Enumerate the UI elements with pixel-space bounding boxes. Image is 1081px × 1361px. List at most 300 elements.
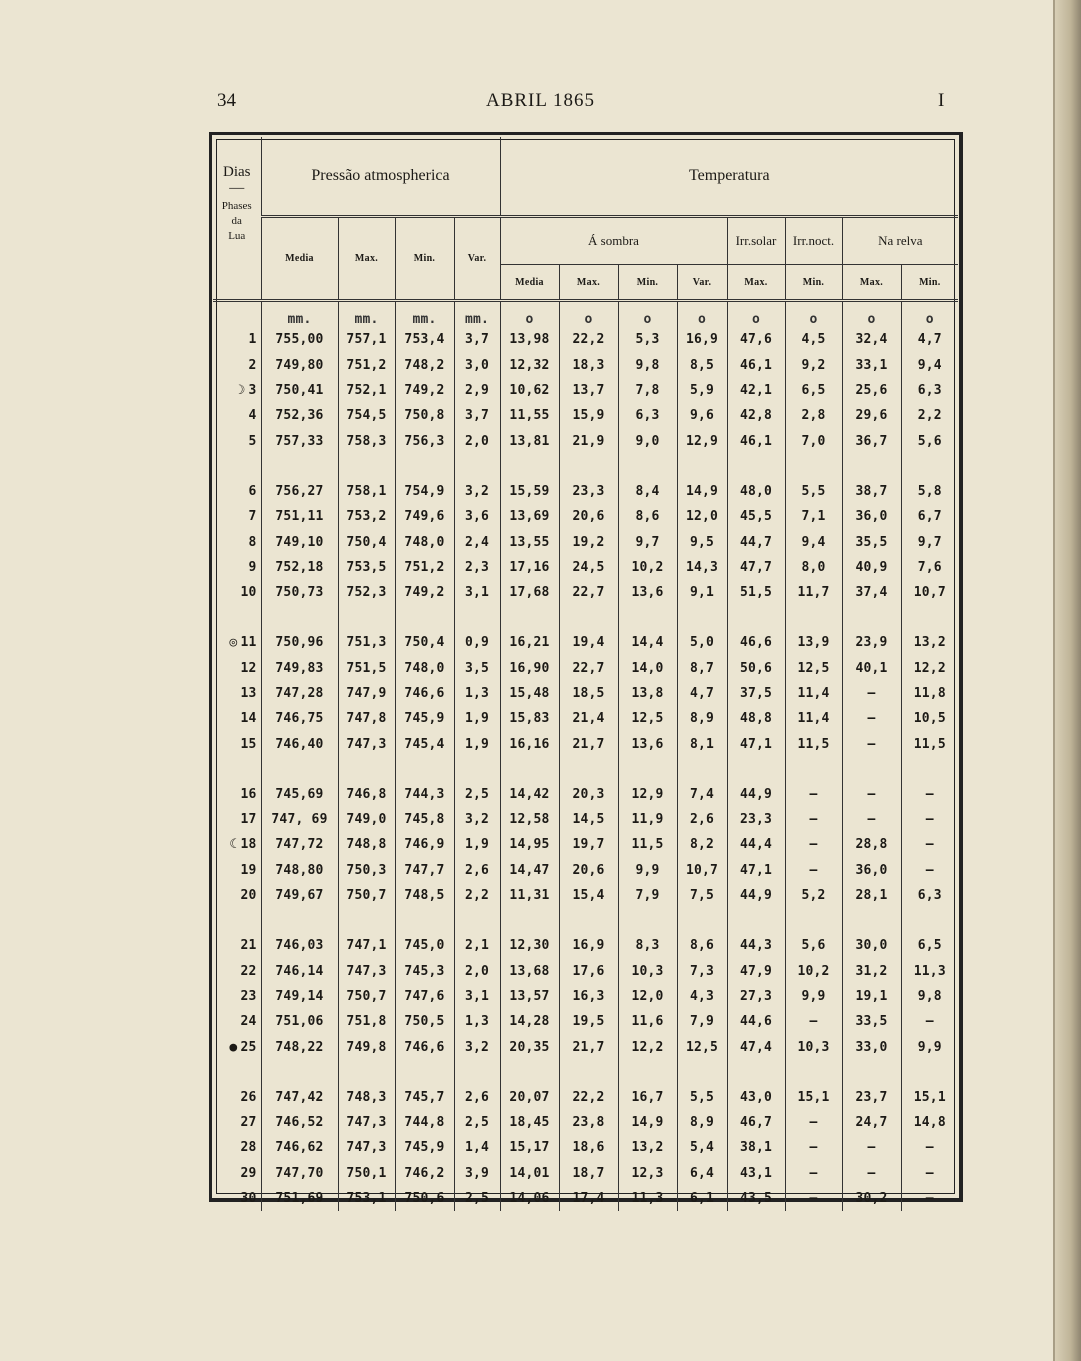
p-media-cell: 755,00 [261, 327, 338, 352]
table-row [213, 1161, 958, 1186]
t-min-cell: 9,7 [618, 529, 677, 554]
day-cell [213, 353, 261, 378]
irr-solar-cell: 44,9 [727, 883, 785, 908]
t-max-cell: 19,4 [559, 630, 618, 655]
day-cell [213, 428, 261, 453]
p-media-cell: 747,72 [261, 832, 338, 857]
table-row [213, 883, 958, 908]
day-cell [213, 681, 261, 706]
group-spacer [213, 908, 958, 933]
t-var-cell: 16,9 [677, 327, 727, 352]
table-row [213, 731, 958, 756]
irr-noct-cell: 11,7 [785, 580, 842, 605]
t-media-cell: 14,95 [500, 832, 559, 857]
t-max-header: Max. [559, 265, 618, 301]
t-min-cell: 9,9 [618, 858, 677, 883]
p-var-cell: 2,5 [454, 1186, 500, 1211]
irr-solar-cell: 47,1 [727, 731, 785, 756]
table-row [213, 1135, 958, 1160]
t-media-cell: 14,28 [500, 1009, 559, 1034]
irr-noct-cell: 4,5 [785, 327, 842, 352]
p-min-cell: 747,6 [395, 984, 454, 1009]
p-var-cell: 2,6 [454, 858, 500, 883]
t-media-cell: 15,48 [500, 681, 559, 706]
day-number: 1 [248, 332, 257, 348]
meteorological-table [213, 137, 958, 1211]
pressao-header: Pressão atmospherica [261, 137, 500, 217]
t-media-cell: 12,58 [500, 807, 559, 832]
day-cell [213, 933, 261, 958]
table-row [213, 959, 958, 984]
irr-solar-cell: 47,6 [727, 327, 785, 352]
relva-min-cell: 5,6 [917, 433, 942, 449]
p-max-cell: 753,1 [338, 1186, 395, 1211]
p-var-cell: 2,0 [454, 959, 500, 984]
day-number: 22 [240, 963, 257, 979]
p-min-cell: 750,5 [395, 1009, 454, 1034]
unit-mm: mm. [338, 301, 395, 328]
p-max-cell: 748,3 [338, 1085, 395, 1110]
relva-min-cell: 10,5 [913, 711, 946, 727]
day-number: 16 [240, 786, 257, 802]
t-var-cell: 14,9 [677, 479, 727, 504]
day-number: 15 [240, 736, 257, 752]
irr-solar-cell: 44,4 [727, 832, 785, 857]
section-number: I [938, 90, 945, 111]
t-min-cell: 11,6 [618, 1009, 677, 1034]
irr-noct-cell: — [785, 1186, 842, 1211]
relva-min-cell: — [925, 1191, 934, 1207]
t-min-cell: 13,6 [618, 731, 677, 756]
t-max-cell: 18,7 [559, 1161, 618, 1186]
relva-max-cell: 40,1 [842, 656, 901, 681]
irr-noct-cell: — [785, 1110, 842, 1135]
p-max-cell: 746,8 [338, 782, 395, 807]
t-max-cell: 17,6 [559, 959, 618, 984]
t-var-cell: 5,5 [677, 1085, 727, 1110]
p-min-cell: 748,2 [395, 353, 454, 378]
t-var-cell: 7,9 [677, 1009, 727, 1034]
p-media-cell: 747, 69 [261, 807, 338, 832]
relva-min-cell: — [925, 862, 934, 878]
irr-solar-cell: 43,0 [727, 1085, 785, 1110]
t-var-cell: 14,3 [677, 555, 727, 580]
t-min-cell: 14,9 [618, 1110, 677, 1135]
p-max-cell: 753,2 [338, 504, 395, 529]
irr-solar-cell: 43,1 [727, 1161, 785, 1186]
relva-max-cell: — [842, 706, 901, 731]
p-min-cell: 749,2 [395, 378, 454, 403]
t-min-cell: 10,3 [618, 959, 677, 984]
relva-max-cell: 37,4 [842, 580, 901, 605]
table-row [213, 933, 958, 958]
p-min-cell: 745,9 [395, 1135, 454, 1160]
t-media-cell: 14,06 [500, 1186, 559, 1211]
relva-max-cell: 36,0 [842, 504, 901, 529]
irr-noct-cell: 15,1 [785, 1085, 842, 1110]
irr-noct-cell: 11,4 [785, 706, 842, 731]
irr-noct-cell: — [785, 782, 842, 807]
irr-solar-cell: 44,9 [727, 782, 785, 807]
day-cell [213, 832, 261, 857]
irr-solar-cell: 46,1 [727, 428, 785, 453]
relva-max-cell: 36,0 [842, 858, 901, 883]
relva-min-cell: 11,5 [913, 736, 946, 752]
t-media-cell: 13,81 [500, 428, 559, 453]
units-row [213, 301, 958, 328]
t-min-cell: 9,0 [618, 428, 677, 453]
day-number: 20 [240, 888, 257, 904]
day-number: 14 [240, 711, 257, 727]
relva-max-cell: 23,9 [842, 630, 901, 655]
p-max-cell: 747,3 [338, 731, 395, 756]
day-number: 11 [240, 635, 257, 651]
relva-min-cell: 9,4 [917, 357, 942, 373]
t-min-cell: 13,8 [618, 681, 677, 706]
t-min-cell: 6,3 [618, 403, 677, 428]
t-var-cell: 12,5 [677, 1034, 727, 1059]
p-max-cell: 747,9 [338, 681, 395, 706]
p-var-cell: 3,2 [454, 1034, 500, 1059]
p-min-cell: 749,6 [395, 504, 454, 529]
t-min-cell: 8,6 [618, 504, 677, 529]
day-cell [213, 580, 261, 605]
table-row [213, 327, 958, 352]
p-min-cell: 745,9 [395, 706, 454, 731]
day-number: 5 [248, 433, 257, 449]
t-max-cell: 13,7 [559, 378, 618, 403]
t-max-cell: 22,2 [559, 1085, 618, 1110]
relva-max-cell: 30,0 [842, 933, 901, 958]
t-media-header: Media [500, 265, 559, 301]
day-cell [213, 630, 261, 655]
unit-deg: o [842, 301, 901, 328]
p-media-cell: 747,42 [261, 1085, 338, 1110]
t-min-cell: 14,4 [618, 630, 677, 655]
irr-noct-cell: 7,1 [785, 504, 842, 529]
t-media-cell: 13,55 [500, 529, 559, 554]
t-min-cell: 12,5 [618, 706, 677, 731]
t-min-cell: 8,4 [618, 479, 677, 504]
table-row [213, 529, 958, 554]
p-max-cell: 750,4 [338, 529, 395, 554]
table-row [213, 984, 958, 1009]
t-max-cell: 15,4 [559, 883, 618, 908]
irr-solar-cell: 42,8 [727, 403, 785, 428]
t-max-cell: 19,7 [559, 832, 618, 857]
p-max-cell: 747,3 [338, 1135, 395, 1160]
day-cell [213, 984, 261, 1009]
p-min-cell: 744,8 [395, 1110, 454, 1135]
p-min-cell: 753,4 [395, 327, 454, 352]
p-var-header: Var. [454, 217, 500, 301]
p-min-cell: 745,8 [395, 807, 454, 832]
t-min-cell: 9,8 [618, 353, 677, 378]
day-cell [213, 1009, 261, 1034]
t-max-cell: 18,5 [559, 681, 618, 706]
p-media-cell: 750,96 [261, 630, 338, 655]
day-cell [213, 327, 261, 352]
table-row [213, 353, 958, 378]
t-var-cell: 8,6 [677, 933, 727, 958]
t-media-cell: 11,31 [500, 883, 559, 908]
group-spacer [213, 757, 958, 782]
t-media-cell: 15,59 [500, 479, 559, 504]
irr-solar-cell: 46,1 [727, 353, 785, 378]
irr-noct-cell: — [785, 858, 842, 883]
p-media-cell: 749,67 [261, 883, 338, 908]
irr-noct-cell: 9,2 [785, 353, 842, 378]
table-row [213, 706, 958, 731]
p-media-cell: 749,80 [261, 353, 338, 378]
day-number: 17 [240, 812, 257, 828]
day-cell [213, 1161, 261, 1186]
p-var-cell: 2,6 [454, 1085, 500, 1110]
relva-max-cell: — [842, 782, 901, 807]
relva-min-cell: 9,8 [917, 988, 942, 1004]
t-var-cell: 2,6 [677, 807, 727, 832]
p-media-cell: 749,10 [261, 529, 338, 554]
p-max-cell: 749,8 [338, 1034, 395, 1059]
page-number: 34 [217, 90, 236, 111]
irr-solar-cell: 50,6 [727, 656, 785, 681]
table-row [213, 1186, 958, 1211]
relva-min-cell: 6,3 [917, 888, 942, 904]
relva-max-header: Max. [842, 265, 901, 301]
p-max-cell: 751,3 [338, 630, 395, 655]
relva-max-cell: 19,1 [842, 984, 901, 1009]
p-max-cell: 747,8 [338, 706, 395, 731]
relva-max-cell: 40,9 [842, 555, 901, 580]
p-var-cell: 1,9 [454, 832, 500, 857]
t-min-cell: 12,3 [618, 1161, 677, 1186]
p-var-cell: 3,2 [454, 807, 500, 832]
moon-phase-icon: ☽ [237, 383, 246, 399]
p-media-cell: 756,27 [261, 479, 338, 504]
t-max-cell: 16,9 [559, 933, 618, 958]
table-row [213, 858, 958, 883]
irr-solar-max-header: Max. [727, 265, 785, 301]
t-max-cell: 15,9 [559, 403, 618, 428]
p-min-cell: 746,9 [395, 832, 454, 857]
irr-solar-cell: 23,3 [727, 807, 785, 832]
relva-max-cell: — [842, 807, 901, 832]
irr-solar-cell: 44,6 [727, 1009, 785, 1034]
p-min-cell: 756,3 [395, 428, 454, 453]
relva-max-cell: 33,1 [842, 353, 901, 378]
p-min-cell: 749,2 [395, 580, 454, 605]
p-var-cell: 2,2 [454, 883, 500, 908]
p-media-cell: 748,80 [261, 858, 338, 883]
t-media-cell: 13,68 [500, 959, 559, 984]
table-row [213, 428, 958, 453]
relva-min-cell: 6,5 [917, 938, 942, 954]
day-cell [213, 1186, 261, 1211]
p-var-cell: 2,3 [454, 555, 500, 580]
p-media-cell: 750,73 [261, 580, 338, 605]
day-cell [213, 731, 261, 756]
t-var-cell: 5,0 [677, 630, 727, 655]
t-max-cell: 21,9 [559, 428, 618, 453]
relva-min-cell: 13,2 [913, 635, 946, 651]
p-max-cell: 750,7 [338, 984, 395, 1009]
p-max-header: Max. [338, 217, 395, 301]
day-number: 8 [248, 534, 257, 550]
relva-max-cell: 23,7 [842, 1085, 901, 1110]
irr-solar-cell: 46,6 [727, 630, 785, 655]
irr-noct-cell: 12,5 [785, 656, 842, 681]
relva-min-cell: 11,3 [913, 963, 946, 979]
relva-min-cell: 9,7 [917, 534, 942, 550]
day-number: 4 [248, 408, 257, 424]
t-media-cell: 16,21 [500, 630, 559, 655]
p-media-cell: 746,62 [261, 1135, 338, 1160]
t-max-cell: 16,3 [559, 984, 618, 1009]
day-number: 25 [240, 1039, 257, 1055]
day-number: 6 [248, 483, 257, 499]
p-min-cell: 745,7 [395, 1085, 454, 1110]
t-max-cell: 20,6 [559, 504, 618, 529]
t-min-cell: 7,8 [618, 378, 677, 403]
a-sombra-header: Á sombra [500, 217, 727, 265]
irr-solar-cell: 47,9 [727, 959, 785, 984]
t-min-cell: 5,3 [618, 327, 677, 352]
day-number: 13 [240, 686, 257, 701]
irr-solar-header: Irr.solar [727, 217, 785, 265]
p-max-cell: 749,0 [338, 807, 395, 832]
p-var-cell: 3,7 [454, 327, 500, 352]
p-min-cell: 751,2 [395, 555, 454, 580]
t-var-cell: 7,3 [677, 959, 727, 984]
p-var-cell: 3,1 [454, 984, 500, 1009]
page-edge-line [1053, 0, 1055, 1361]
relva-min-cell: 9,9 [917, 1039, 942, 1055]
day-number: 3 [248, 383, 257, 399]
t-var-cell: 5,4 [677, 1135, 727, 1160]
unit-mm: mm. [261, 301, 338, 328]
p-min-cell: 745,0 [395, 933, 454, 958]
t-max-cell: 21,7 [559, 1034, 618, 1059]
relva-max-cell: 33,5 [842, 1009, 901, 1034]
day-cell [213, 807, 261, 832]
table-row [213, 479, 958, 504]
p-media-cell: 745,69 [261, 782, 338, 807]
t-max-cell: 24,5 [559, 555, 618, 580]
t-max-cell: 20,3 [559, 782, 618, 807]
t-media-cell: 13,98 [500, 327, 559, 352]
t-max-cell: 14,5 [559, 807, 618, 832]
p-var-cell: 2,4 [454, 529, 500, 554]
irr-noct-cell: 13,9 [785, 630, 842, 655]
p-min-cell: 748,5 [395, 883, 454, 908]
p-min-cell: 748,0 [395, 529, 454, 554]
t-var-cell: 9,1 [677, 580, 727, 605]
t-max-cell: 18,6 [559, 1135, 618, 1160]
irr-solar-cell: 44,7 [727, 529, 785, 554]
relva-max-cell: 31,2 [842, 959, 901, 984]
t-min-cell: 11,9 [618, 807, 677, 832]
t-media-cell: 15,17 [500, 1135, 559, 1160]
page-title: ABRIL 1865 [485, 90, 596, 111]
t-var-cell: 8,7 [677, 656, 727, 681]
day-cell [213, 479, 261, 504]
relva-max-cell: 35,5 [842, 529, 901, 554]
day-cell [213, 403, 261, 428]
t-var-cell: 9,5 [677, 529, 727, 554]
p-max-cell: 758,1 [338, 479, 395, 504]
t-max-cell: 22,7 [559, 580, 618, 605]
p-min-cell: 754,9 [395, 479, 454, 504]
t-max-cell: 20,6 [559, 858, 618, 883]
relva-max-cell: 29,6 [842, 403, 901, 428]
p-min-cell: 750,6 [395, 1186, 454, 1211]
table-row [213, 403, 958, 428]
t-var-cell: 7,4 [677, 782, 727, 807]
t-var-cell: 4,7 [677, 681, 727, 706]
relva-min-cell: 4,7 [917, 332, 942, 348]
irr-noct-cell: 10,3 [785, 1034, 842, 1059]
t-media-cell: 20,07 [500, 1085, 559, 1110]
p-var-cell: 3,7 [454, 403, 500, 428]
t-max-cell: 22,2 [559, 327, 618, 352]
t-var-cell: 8,5 [677, 353, 727, 378]
irr-noct-cell: 11,5 [785, 731, 842, 756]
table-row [213, 504, 958, 529]
p-var-cell: 3,9 [454, 1161, 500, 1186]
table-row [213, 580, 958, 605]
irr-solar-cell: 47,7 [727, 555, 785, 580]
p-var-cell: 3,5 [454, 656, 500, 681]
irr-noct-cell: 5,5 [785, 479, 842, 504]
irr-solar-cell: 38,1 [727, 1135, 785, 1160]
t-min-cell: 8,3 [618, 933, 677, 958]
dias-header: Dias — Phases da Lua [213, 137, 261, 301]
day-number: 7 [248, 509, 257, 525]
irr-noct-cell: 5,2 [785, 883, 842, 908]
day-number: 24 [240, 1014, 257, 1030]
relva-min-header: Min. [901, 265, 958, 301]
relva-min-cell: — [925, 786, 934, 802]
p-max-cell: 750,1 [338, 1161, 395, 1186]
table-row [213, 555, 958, 580]
moon-phase-icon: ● [229, 1039, 238, 1055]
t-min-cell: 12,9 [618, 782, 677, 807]
day-cell [213, 1085, 261, 1110]
t-var-cell: 6,1 [677, 1186, 727, 1211]
t-var-header: Var. [677, 265, 727, 301]
relva-min-cell: 14,8 [913, 1115, 946, 1131]
t-var-cell: 12,0 [677, 504, 727, 529]
p-var-cell: 1,3 [454, 1009, 500, 1034]
t-max-cell: 22,7 [559, 656, 618, 681]
p-var-cell: 2,1 [454, 933, 500, 958]
t-media-cell: 17,16 [500, 555, 559, 580]
unit-deg: o [785, 301, 842, 328]
t-media-cell: 13,57 [500, 984, 559, 1009]
table-row [213, 807, 958, 832]
group-spacer [213, 605, 958, 630]
relva-max-cell: — [842, 681, 901, 706]
relva-max-cell: — [842, 1161, 901, 1186]
t-min-cell: 13,2 [618, 1135, 677, 1160]
relva-min-cell: 10,7 [913, 585, 946, 601]
relva-min-cell: 5,8 [917, 483, 942, 499]
p-media-cell: 750,41 [261, 378, 338, 403]
p-media-cell: 751,06 [261, 1009, 338, 1034]
table-row [213, 832, 958, 857]
day-number: 12 [240, 660, 257, 676]
p-min-cell: 750,4 [395, 630, 454, 655]
